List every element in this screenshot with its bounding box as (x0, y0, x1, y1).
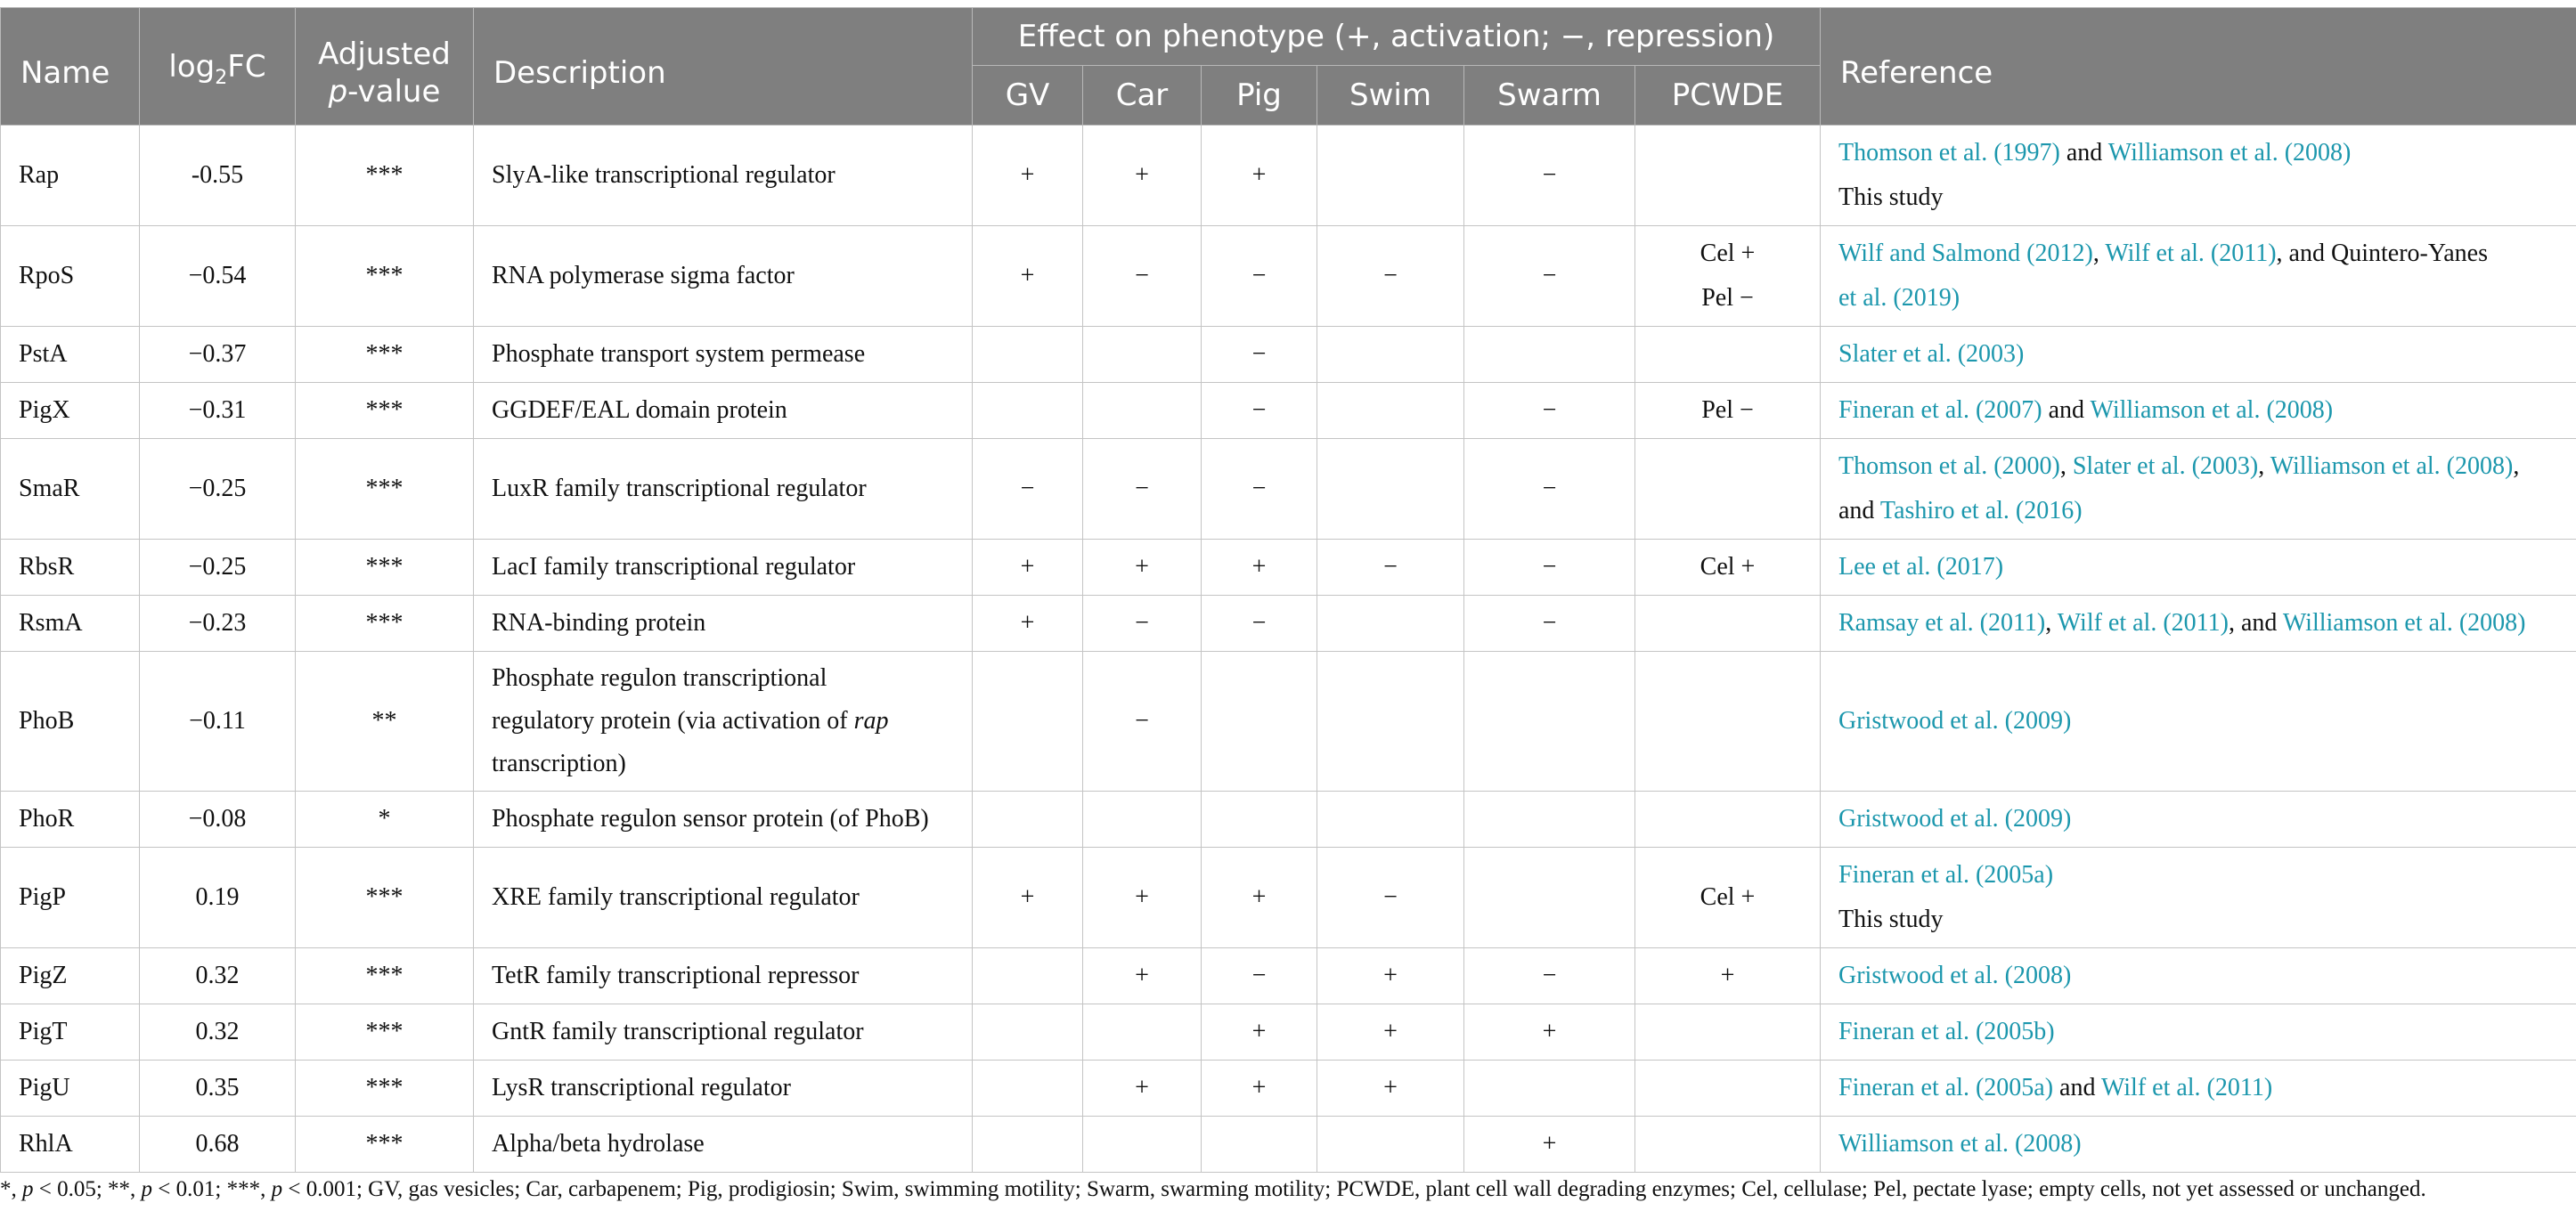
table-row (1, 1061, 2576, 1117)
description: GGDEF/EAL domain protein (474, 383, 973, 439)
effect-gv: + (973, 540, 1083, 596)
citation-link[interactable]: et al. (2019) (1838, 284, 1961, 312)
gene-name: RhlA (1, 1117, 140, 1173)
reference-text: and (2053, 1074, 2101, 1101)
reference (1821, 848, 2576, 948)
header-car: Car (1083, 66, 1202, 126)
effect-pig: − (1202, 383, 1317, 439)
effect-swim: + (1317, 1004, 1464, 1061)
effect-swarm: − (1464, 540, 1635, 596)
reference (1821, 948, 2576, 1004)
effect-gv (973, 383, 1083, 439)
citation-link[interactable]: Gristwood et al. (2008) (1838, 962, 2072, 989)
log2fc-value: −0.25 (140, 439, 296, 540)
effect-swim (1317, 327, 1464, 383)
effect-gv: + (973, 596, 1083, 652)
effect-pig: + (1202, 1004, 1317, 1061)
gene-name: RpoS (1, 226, 140, 327)
description-line: transcription) (492, 750, 626, 777)
effect-gv (973, 1061, 1083, 1117)
adjusted-pvalue: *** (296, 848, 474, 948)
effect-car: − (1083, 226, 1202, 327)
reference-text: This study (1838, 906, 1944, 933)
effect-pcwde (1635, 652, 1821, 792)
citation-link[interactable]: Wilf et al. (2011) (2100, 1074, 2273, 1101)
effect-swim: − (1317, 226, 1464, 327)
effect-gv (973, 1117, 1083, 1173)
effect-pcwde (1635, 327, 1821, 383)
effect-pcwde (1635, 1117, 1821, 1173)
citation-link[interactable]: Thomson et al. (1997) (1838, 139, 2060, 167)
table-row (1, 126, 2576, 226)
header-swim: Swim (1317, 66, 1464, 126)
reference-line (1838, 545, 2558, 589)
effect-car (1083, 1117, 1202, 1173)
reference (1821, 596, 2576, 652)
effect-car: + (1083, 540, 1202, 596)
reference-line (1838, 1122, 2558, 1166)
effect-swim (1317, 596, 1464, 652)
effect-swarm: − (1464, 383, 1635, 439)
adjusted-pvalue: * (296, 792, 474, 848)
citation-link[interactable]: Williamson et al. (2008) (2270, 452, 2514, 480)
citation-link[interactable]: Wilf et al. (2011) (2057, 609, 2229, 637)
citation-link[interactable]: Fineran et al. (2007) (1838, 396, 2042, 424)
header-pig: Pig (1202, 66, 1317, 126)
log2fc-value: -0.55 (140, 126, 296, 226)
citation-link[interactable]: Thomson et al. (2000) (1838, 452, 2060, 480)
header-log2fc-base: log (168, 49, 216, 85)
reference-line (1838, 276, 2558, 321)
reference-line (1838, 853, 2558, 898)
reference-line (1838, 797, 2558, 841)
adjusted-pvalue: *** (296, 327, 474, 383)
citation-link[interactable]: Gristwood et al. (2009) (1838, 805, 2072, 833)
reference (1821, 1117, 2576, 1173)
adjusted-pvalue: ** (296, 652, 474, 792)
log2fc-value: −0.37 (140, 327, 296, 383)
reference (1821, 652, 2576, 792)
reference-text: , (2513, 452, 2520, 480)
reference (1821, 126, 2576, 226)
reference-line (1838, 131, 2558, 175)
description: XRE family transcriptional regulator (474, 848, 973, 948)
effect-swarm: − (1464, 948, 1635, 1004)
reference (1821, 439, 2576, 540)
effect-pig: − (1202, 226, 1317, 327)
description: RNA-binding protein (474, 596, 973, 652)
adjusted-pvalue: *** (296, 596, 474, 652)
log2fc-value: −0.08 (140, 792, 296, 848)
adjusted-pvalue: *** (296, 1061, 474, 1117)
description: Phosphate regulon sensor protein (of PhoB) (474, 792, 973, 848)
footnote-p: p (271, 1177, 283, 1201)
effect-swim (1317, 1117, 1464, 1173)
effect-pig: + (1202, 1061, 1317, 1117)
table-row (1, 327, 2576, 383)
log2fc-value: −0.54 (140, 226, 296, 327)
effect-pig: + (1202, 848, 1317, 948)
effect-pcwde (1635, 596, 1821, 652)
log2fc-value: −0.25 (140, 540, 296, 596)
effect-swim (1317, 126, 1464, 226)
effect-swim (1317, 383, 1464, 439)
effect-car (1083, 383, 1202, 439)
effect-pcwde: Cel + (1635, 540, 1821, 596)
effect-line: Cel + (1700, 240, 1756, 267)
reference-line (1838, 898, 2558, 942)
footnote-p: p (22, 1177, 34, 1201)
description (474, 652, 973, 792)
reference-text: , (2258, 452, 2270, 480)
gene-name: PhoB (1, 652, 140, 792)
table-row (1, 1004, 2576, 1061)
effect-car (1083, 327, 1202, 383)
table-body (1, 126, 2576, 1173)
log2fc-value: 0.32 (140, 1004, 296, 1061)
log2fc-value: −0.31 (140, 383, 296, 439)
reference (1821, 540, 2576, 596)
effect-pig (1202, 792, 1317, 848)
table-row (1, 439, 2576, 540)
gene-name: PstA (1, 327, 140, 383)
effect-pcwde (1635, 439, 1821, 540)
citation-link[interactable]: Williamson et al. (2008) (2107, 139, 2352, 167)
effect-gv (973, 652, 1083, 792)
effect-pig (1202, 1117, 1317, 1173)
gene-name: Rap (1, 126, 140, 226)
reference-text: and (2042, 396, 2091, 424)
effect-pig: + (1202, 126, 1317, 226)
effect-swim (1317, 792, 1464, 848)
effect-gv: + (973, 226, 1083, 327)
effect-car: − (1083, 439, 1202, 540)
table-row (1, 540, 2576, 596)
citation-link[interactable]: Wilf and Salmond (2012) (1838, 240, 2093, 267)
effect-swarm: − (1464, 226, 1635, 327)
effect-swim: + (1317, 948, 1464, 1004)
citation-link[interactable]: Tashiro et al. (2016) (1879, 497, 2083, 524)
log2fc-value: 0.32 (140, 948, 296, 1004)
effect-pig (1202, 652, 1317, 792)
reference-line (1838, 388, 2558, 433)
effect-swarm (1464, 327, 1635, 383)
footnote-part: < 0.001; GV, gas vesicles; Car, carbapenem; Pig, prodigiosin; Swim, swimming motility; Swarm, swarming motility; PCWDE, plant cell wall degrading enzymes; Cel, cellulase; Pel, pectate lyase; empty cells, not yet assessed or unchanged. (282, 1177, 2426, 1201)
reference (1821, 1004, 2576, 1061)
log2fc-value: 0.19 (140, 848, 296, 948)
adjusted-pvalue: *** (296, 439, 474, 540)
gene-name: PigX (1, 383, 140, 439)
citation-link[interactable]: Williamson et al. (2008) (2090, 396, 2334, 424)
effect-car: − (1083, 652, 1202, 792)
citation-link[interactable]: Fineran et al. (2005a) (1838, 861, 2054, 889)
table-container (0, 7, 2576, 1173)
description: Alpha/beta hydrolase (474, 1117, 973, 1173)
log2fc-value: 0.68 (140, 1117, 296, 1173)
gene-table (0, 7, 2576, 1173)
effect-car (1083, 792, 1202, 848)
gene-name: PigU (1, 1061, 140, 1117)
effect-car: + (1083, 126, 1202, 226)
effect-pcwde: Cel + (1635, 848, 1821, 948)
log2fc-value: −0.11 (140, 652, 296, 792)
gene-name: PhoR (1, 792, 140, 848)
effect-swarm: − (1464, 126, 1635, 226)
reference-text: Quintero-Yanes (2330, 240, 2489, 267)
description-line: Phosphate regulon transcriptional (492, 664, 827, 692)
effect-line: Pel − (1701, 284, 1754, 312)
table-row (1, 652, 2576, 792)
effect-swim: − (1317, 848, 1464, 948)
gene-name: SmaR (1, 439, 140, 540)
citation-link[interactable]: Williamson et al. (2008) (2282, 609, 2526, 637)
reference-line (1838, 699, 2558, 744)
adjusted-pvalue: *** (296, 226, 474, 327)
log2fc-value: −0.23 (140, 596, 296, 652)
reference-text: , (2092, 240, 2106, 267)
reference (1821, 383, 2576, 439)
gene-name: PigZ (1, 948, 140, 1004)
header-name: Name (1, 8, 140, 126)
effect-gv: − (973, 439, 1083, 540)
header-swarm: Swarm (1464, 66, 1635, 126)
effect-swim (1317, 439, 1464, 540)
header-log2fc-sub: 2 (215, 66, 228, 89)
log2fc-value: 0.35 (140, 1061, 296, 1117)
footnote-p: p (141, 1177, 153, 1201)
description-text: regulatory protein (via activation of (492, 707, 854, 735)
effect-car: − (1083, 596, 1202, 652)
description: GntR family transcriptional regulator (474, 1004, 973, 1061)
effect-gv: + (973, 126, 1083, 226)
header-pcwde: PCWDE (1635, 66, 1821, 126)
reference-line (1838, 489, 2558, 533)
gene-name: RsmA (1, 596, 140, 652)
effect-pcwde (1635, 1061, 1821, 1117)
effect-pcwde: Pel − (1635, 383, 1821, 439)
citation-link[interactable]: Slater et al. (2003) (1838, 340, 2025, 368)
effect-pig: + (1202, 540, 1317, 596)
description: RNA polymerase sigma factor (474, 226, 973, 327)
reference (1821, 327, 2576, 383)
table-row (1, 948, 2576, 1004)
reference-text: and (1838, 497, 1880, 524)
table-row (1, 383, 2576, 439)
effect-gv (973, 327, 1083, 383)
reference-text: and (2059, 139, 2108, 167)
table-row (1, 596, 2576, 652)
effect-gv: + (973, 848, 1083, 948)
reference (1821, 226, 2576, 327)
effect-car: + (1083, 948, 1202, 1004)
reference-line (1838, 954, 2558, 998)
effect-swarm (1464, 1061, 1635, 1117)
citation-link[interactable]: Fineran et al. (2005b) (1838, 1018, 2055, 1045)
effect-car (1083, 1004, 1202, 1061)
header-adjusted-line1: Adjusted (318, 36, 451, 72)
reference-line (1838, 601, 2558, 646)
effect-pcwde (1635, 226, 1821, 327)
description-gene-italic: rap (853, 707, 889, 735)
header-gv: GV (973, 66, 1083, 126)
footnote-part: < 0.05; **, (33, 1177, 142, 1201)
citation-link[interactable]: Lee et al. (2017) (1838, 553, 2004, 581)
adjusted-pvalue: *** (296, 1117, 474, 1173)
effect-swim: + (1317, 1061, 1464, 1117)
header-log2fc-suffix: FC (227, 49, 266, 85)
effect-pig: − (1202, 948, 1317, 1004)
effect-swarm: − (1464, 596, 1635, 652)
header-adjusted-pvalue (296, 8, 474, 126)
footnote-part: *, (0, 1177, 22, 1201)
effect-gv (973, 1004, 1083, 1061)
reference-text: , (2059, 452, 2073, 480)
effect-gv (973, 792, 1083, 848)
description: TetR family transcriptional repressor (474, 948, 973, 1004)
effect-swarm: + (1464, 1117, 1635, 1173)
description: LacI family transcriptional regulator (474, 540, 973, 596)
header-reference: Reference (1821, 8, 2576, 126)
effect-swim: − (1317, 540, 1464, 596)
table-row (1, 792, 2576, 848)
effect-pcwde: + (1635, 948, 1821, 1004)
reference-line (1838, 444, 2558, 489)
effect-swarm (1464, 652, 1635, 792)
effect-pcwde (1635, 1004, 1821, 1061)
table-row (1, 848, 2576, 948)
citation-link[interactable]: Wilf et al. (2011) (2105, 240, 2277, 267)
footnote (0, 1174, 2576, 1206)
effect-pcwde (1635, 126, 1821, 226)
effect-swarm: − (1464, 439, 1635, 540)
table-row (1, 226, 2576, 327)
citation-link[interactable]: Slater et al. (2003) (2072, 452, 2259, 480)
reference-text: , (2045, 609, 2058, 637)
reference-line (1838, 332, 2558, 377)
adjusted-pvalue: *** (296, 383, 474, 439)
gene-name: PigP (1, 848, 140, 948)
effect-car: + (1083, 848, 1202, 948)
gene-name: PigT (1, 1004, 140, 1061)
effect-swim (1317, 652, 1464, 792)
effect-gv (973, 948, 1083, 1004)
description: LysR transcriptional regulator (474, 1061, 973, 1117)
effect-pig: − (1202, 596, 1317, 652)
citation-link[interactable]: Fineran et al. (2005a) (1838, 1074, 2054, 1101)
header-effect: Effect on phenotype (+, activation; −, repression) (973, 8, 1821, 66)
reference-line (1838, 175, 2558, 220)
header-log2fc (140, 8, 296, 126)
description: Phosphate transport system permease (474, 327, 973, 383)
adjusted-pvalue: *** (296, 1004, 474, 1061)
reference (1821, 792, 2576, 848)
reference (1821, 1061, 2576, 1117)
effect-pcwde (1635, 792, 1821, 848)
effect-swarm: + (1464, 1004, 1635, 1061)
reference-text: , and (2276, 240, 2331, 267)
reference-line (1838, 1010, 2558, 1054)
citation-link[interactable]: Ramsay et al. (2011) (1838, 609, 2046, 637)
description-line (492, 700, 954, 743)
description: SlyA-like transcriptional regulator (474, 126, 973, 226)
reference-line (1838, 232, 2558, 276)
reference-text: This study (1838, 183, 1944, 211)
effect-pig: − (1202, 327, 1317, 383)
header-adjusted-suffix: -value (347, 73, 441, 110)
effect-swarm (1464, 792, 1635, 848)
header-description: Description (474, 8, 973, 126)
effect-car: + (1083, 1061, 1202, 1117)
adjusted-pvalue: *** (296, 948, 474, 1004)
header-adjusted-p: p (328, 73, 348, 110)
table-row (1, 1117, 2576, 1173)
adjusted-pvalue: *** (296, 540, 474, 596)
effect-swarm (1464, 848, 1635, 948)
citation-link[interactable]: Gristwood et al. (2009) (1838, 707, 2072, 735)
reference-text: , and (2228, 609, 2283, 637)
citation-link[interactable]: Williamson et al. (2008) (1838, 1130, 2082, 1158)
adjusted-pvalue: *** (296, 126, 474, 226)
gene-name: RbsR (1, 540, 140, 596)
effect-pig: − (1202, 439, 1317, 540)
description: LuxR family transcriptional regulator (474, 439, 973, 540)
reference-line (1838, 1066, 2558, 1110)
footnote-part: < 0.01; ***, (152, 1177, 272, 1201)
